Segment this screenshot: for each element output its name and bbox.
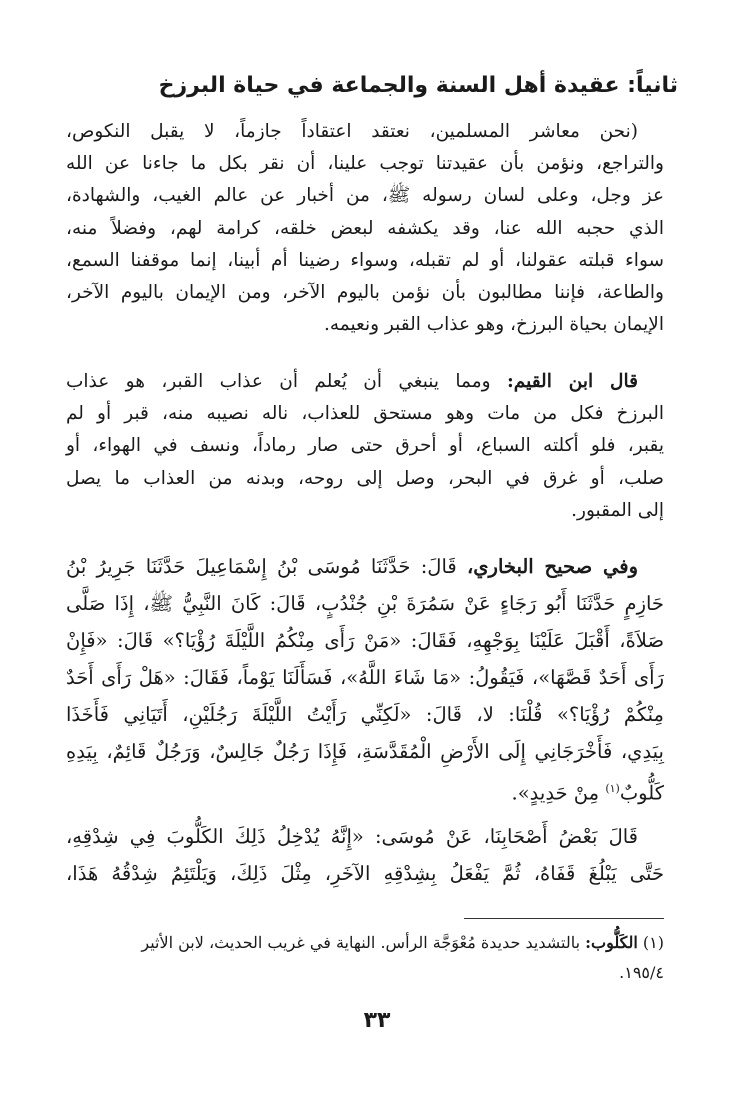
footnote-reference[interactable]: (١) [605, 782, 620, 795]
footnote-line: ١٩٥/٤. [619, 963, 664, 982]
text-segment: كَلُّوبٌ [619, 781, 664, 805]
text-line: يقبر، فلو أكلته السباع، أو أحرق حتى صار رماداً، ونسف في الهواء، أو [66, 435, 664, 457]
text-line: إلى المقبور. [571, 499, 664, 521]
source-label: وفي صحيح البخاري، [466, 555, 638, 578]
text-line: البرزخ فكل من مات وهو مستحق للعذاب، ناله نصيبه منه، قبر أو لم [66, 403, 664, 425]
text-line: والطاعة، فإننا مطالبون بأن نؤمن باليوم الآخر، ومن الإيمان باليوم الآخر، [66, 282, 664, 304]
text-line: مِنْكُمْ رُؤْيَا؟» قُلْنَا: لا، قَالَ: «لَكِنِّي رَأَيْتُ اللَّيْلَةَ رَجُلَيْنِ، أَتَيَانِي فَأَخَذَا [66, 703, 664, 726]
text-line: سواء قبلته عقولنا، أو لم تقبله، وسواء رضينا أم أبينا، إنما موقفنا السمع، [66, 249, 664, 271]
text-line: الذي حجبه الله عنا، وقد يكشفه لبعض خلقه، كرامة لهم، وفضلاً منه، [66, 217, 664, 239]
paragraph-bukhari-hadith [66, 548, 664, 812]
paragraph-ibn-qayyim [66, 366, 664, 527]
text-line: قَالَ بَعْضُ أَصْحَابِنَا، عَنْ مُوسَى: «إِنَّهُ يُدْخِلُ ذَلِكَ الكَلُّوبَ فِي شِدْقِهِ، [66, 825, 638, 848]
text-segment: مِنْ حَدِيدٍ». [511, 781, 600, 805]
text-segment: قَالَ: حَدَّثَنَا مُوسَى بْنُ إِسْمَاعِيلَ حَدَّثَنَا جَرِيرُ بْنُ [66, 555, 457, 578]
footnote-number: (١) [642, 933, 664, 952]
footnote-term: الكَلُّوب: [585, 933, 638, 952]
page-number: ٣٣ [363, 1008, 391, 1033]
text-line: بِيَدِي، فَأَخْرَجَانِي إِلَى الأَرْضِ الْمُقَدَّسَةِ، فَإِذَا رَجُلٌ جَالِسٌ، وَرَجُلٌ قَائِمٌ، بِيَدِهِ [66, 740, 664, 763]
text-line [66, 770, 664, 812]
footnote [66, 928, 664, 988]
text-line: صلب، أو غرق في البحر، وصل إلى روحه، وبدنه من العذاب ما يصل [66, 467, 664, 489]
section-heading: ثانياً: عقيدة أهل السنة والجماعة في حياة البرزخ [158, 73, 678, 98]
text-segment: ومما ينبغي أن يُعلم أن عذاب القبر، هو عذاب [66, 371, 491, 392]
text-line: الإيمان بحياة البرزخ، وهو عذاب القبر ونعيمه. [323, 314, 664, 336]
text-line: (نحن معاشر المسلمين، نعتقد اعتقاداً جازماً، لا يقبل النكوص، [66, 121, 638, 142]
text-line: حَازِمٍ حَدَّثَنَا أَبُو رَجَاءٍ عَنْ سَمُرَةَ بْنِ جُنْدُبٍ، قَالَ: كَانَ النَّبِيُّ ﷺ، إِذَا صَلَّى [66, 592, 664, 615]
text-line: حَتَّى يَبْلُغَ قَفَاهُ، ثُمَّ يَفْعَلُ بِشِدْقِهِ الآخَرِ، مِثْلَ ذَلِكَ، وَيَلْتَئِمُ شِدْقُهُ هَذَا، [66, 862, 664, 885]
text-line [66, 366, 664, 398]
footnote-line [66, 928, 664, 958]
paragraph-creed [66, 116, 664, 341]
text-line: والتراجع، ونؤمن بأن عقيدتنا توجب علينا، أن نقر بكل ما جاءنا عن الله [66, 153, 664, 175]
text-line: عز وجل، وعلى لسان رسوله ﷺ، من أخبار عن عالم الغيب، والشهادة، [66, 185, 664, 207]
footnote-divider [464, 918, 664, 919]
paragraph-hadith-continued [66, 818, 664, 892]
speaker-label: قال ابن القيم: [506, 371, 638, 392]
footnote-text: بالتشديد حديدة مُعْوَجَّة الرأس. النهاية في غريب الحديث، لابن الأثير [141, 933, 581, 952]
text-line: صَلاَةً، أَقْبَلَ عَلَيْنَا بِوَجْهِهِ، فَقَالَ: «مَنْ رَأَى مِنْكُمُ اللَّيْلَةَ رُؤْيَا؟» قَالَ: «فَإِنْ [66, 629, 664, 652]
text-line: رَأَى أَحَدٌ قَصَّهَا»، فَيَقُولُ: «مَا شَاءَ اللَّهُ»، فَسَأَلَنَا يَوْماً، فَقَالَ: «هَلْ رَأَى أَحَدٌ [66, 666, 664, 689]
text-line [66, 548, 664, 585]
